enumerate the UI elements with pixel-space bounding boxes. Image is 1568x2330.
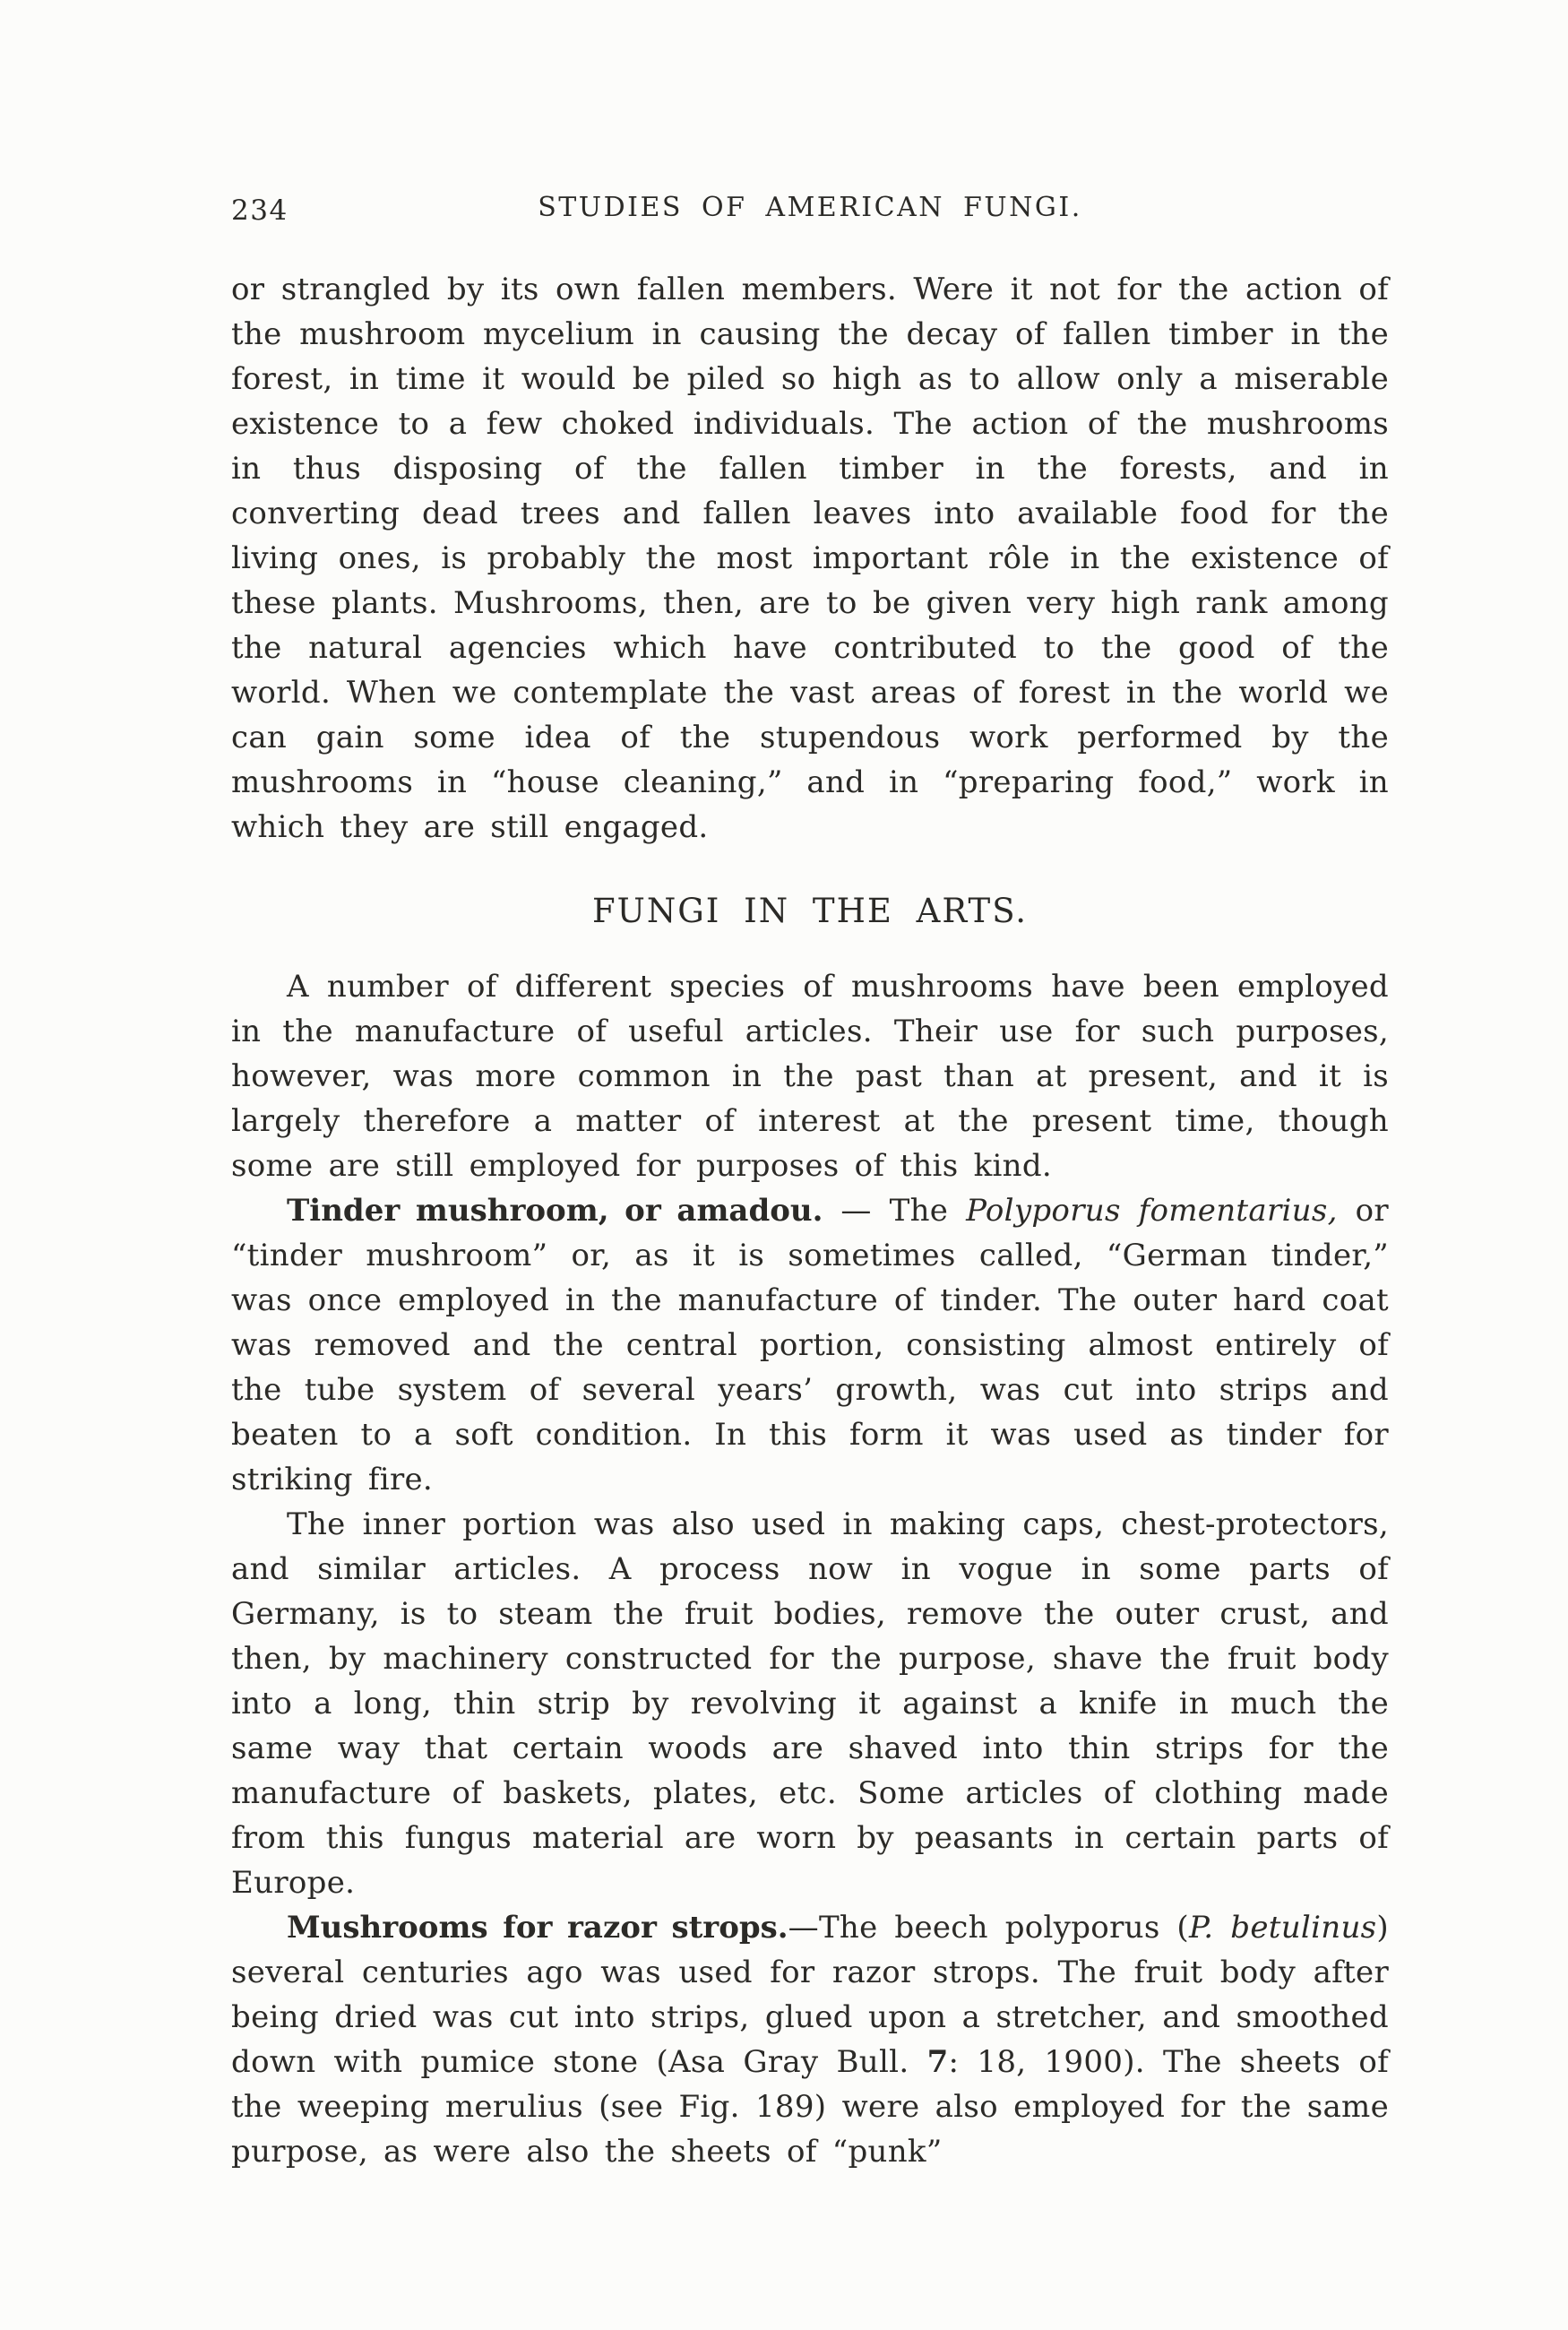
species-name-italic: P. betulinus: [1189, 1910, 1377, 1946]
paragraph-tinder-mushroom: [231, 1188, 1389, 1502]
paragraph-inner-portion: The inner portion was also used in making caps, chest-protectors, and similar articles. A process now in vogue in some parts of Germany, is to steam the fruit bodies, remove the outer crust, and then, by machinery constructed for the purpose, shave the fruit body into a long, thin strip by revolving it against a knife in much the same way that certain woods are shaved into thin strips for the manufacture of baskets, plates, etc. Some articles of clothing made from this fungus material are worn by peasants in certain parts of Europe.: [231, 1506, 1389, 1901]
section-heading: FUNGI IN THE ARTS.: [591, 892, 1029, 930]
running-title: STUDIES OF AMERICAN FUNGI.: [538, 192, 1082, 223]
text-segment: — The: [823, 1193, 967, 1229]
volume-number-bold: 7: [926, 2044, 949, 2080]
page-number: 234: [231, 194, 289, 227]
tinder-lead-bold: Tinder mushroom, or amadou.: [287, 1193, 823, 1229]
text-segment: ) several centuries ago was used for razor strops. The fruit body after being dried was cut into strips, glued upon a stretcher, and smoothed down with pumice stone (Asa Gray Bull.: [231, 1910, 1389, 2080]
razor-strops-lead-bold: Mushrooms for razor strops.: [287, 1910, 788, 1946]
page-header: [231, 192, 1389, 231]
paragraph-arts-intro: A number of different species of mushrooms have been employed in the manufacture of useful articles. Their use for such purposes, however, was more common in the past than at present, and it is largely therefore a matter of interest at the present time, though some are still employed for purposes of this kind.: [231, 969, 1389, 1184]
text-segment: or “tinder mushroom” or, as it is sometimes called, “German tinder,” was once employed in the manufacture of tinder. The outer hard coat was removed and the central portion, consisting almost entirely of the tube system of several years’ growth, was cut into strips and beaten to a soft condition. In this form it was used as tinder for striking fire.: [231, 1193, 1389, 1497]
text-block: [231, 267, 1389, 2174]
text-segment: : 18, 1900). The sheets of the weeping merulius (see Fig. 189) were also employed for the same purpose, as were also the sheets of “punk”: [231, 2044, 1389, 2170]
paragraph-razor-strops: [231, 1905, 1389, 2174]
species-name-italic: Polyporus fomentarius,: [966, 1193, 1338, 1229]
paragraph-fallen-members: or strangled by its own fallen members. Were it not for the action of the mushroom mycelium in causing the decay of fallen timber in the forest, in time it would be piled so high as to allow only a miserable existence to a few choked individuals. The action of the mushrooms in thus disposing of the fallen timber in the forests, and in converting dead trees and fallen leaves into available food for the living ones, is probably the most important rôle in the existence of these plants. Mushrooms, then, are to be given very high rank among the natural agencies which have contributed to the good of the world. When we contemplate the vast areas of forest in the world we can gain some idea of the stupendous work performed by the mushrooms in “house cleaning,” and in “preparing food,” work in which they are still engaged.: [231, 272, 1389, 845]
text-segment: —The beech polyporus (: [788, 1910, 1189, 1946]
